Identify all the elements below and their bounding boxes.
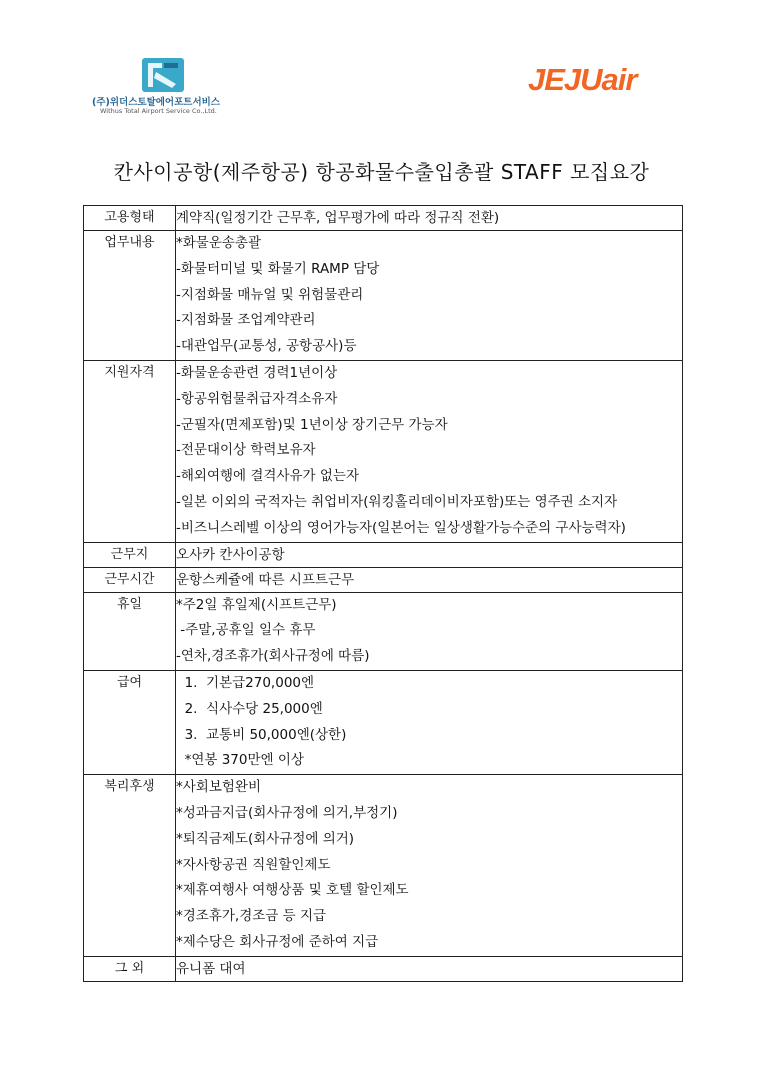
row-content [176, 231, 683, 361]
content-line: *경조휴가,경조금 등 지급 [176, 908, 327, 925]
content-line: *연봉 370만엔 이상 [176, 752, 304, 769]
table-row [84, 592, 683, 670]
content-line: -화물터미널 및 화물기 RAMP 담당 [176, 260, 380, 277]
content-line: *성과금지급(회사규정에 의거,부정기) [176, 804, 398, 821]
row-label: 복리후생 [84, 775, 176, 957]
table-row [84, 231, 683, 361]
content-line: *주2일 휴일제(시프트근무) [176, 596, 337, 613]
table-row [84, 670, 683, 774]
content-line: *화물운송총괄 [176, 235, 261, 251]
content-line: -화물운송관련 경력1년이상 [176, 364, 338, 381]
row-label: 급여 [84, 670, 176, 774]
row-label: 휴일 [84, 592, 176, 670]
content-line: 운항스케쥴에 따른 시프트근무 [176, 571, 355, 588]
content-line: -일본 이외의 국적자는 취업비자(워킹홀리데이비자포함)또는 영주권 소지자 [176, 493, 618, 510]
content-line: 3. 교통비 50,000엔(상한) [176, 726, 347, 743]
row-content [176, 956, 683, 981]
content-line: 2. 식사수당 25,000엔 [176, 700, 323, 717]
jejuair-logo-text: JEJUair [528, 62, 637, 97]
content-line: -지점화물 매뉴얼 및 위험물관리 [176, 286, 364, 303]
company-logo [92, 56, 242, 120]
table-row [84, 360, 683, 542]
content-line: 유니폼 대여 [176, 960, 246, 977]
content-line: -비즈니스레벨 이상의 영어가능자(일본어는 일상생활가능수준의 구사능력자) [176, 519, 626, 536]
row-content [176, 206, 683, 231]
row-label: 고용형태 [84, 206, 176, 231]
row-content [176, 670, 683, 774]
company-name-korean: (주)위더스토탈에어포트서비스 [92, 97, 220, 108]
content-line: *사회보험완비 [176, 779, 261, 796]
recruitment-table [83, 205, 683, 982]
content-line: -주말,공휴일 일수 휴무 [176, 622, 316, 639]
row-content [176, 542, 683, 567]
row-content [176, 567, 683, 592]
content-line: *제수당은 회사규정에 준하여 지급 [176, 933, 379, 950]
page-title: 칸사이공항(제주항공) 항공화물수출입총괄 STAFF 모집요강 [113, 160, 650, 184]
table-row [84, 956, 683, 981]
jejuair-logo [528, 62, 636, 98]
content-line: -연차,경조휴가(회사규정에 따름) [176, 648, 370, 665]
company-name-english: Withus Total Airport Service Co.,Ltd. [100, 107, 217, 115]
company-logo-mark-icon [142, 58, 184, 92]
row-label: 근무시간 [84, 567, 176, 592]
content-line: 오사카 칸사이공항 [176, 546, 285, 563]
row-label: 그 외 [84, 956, 176, 981]
table-row [84, 542, 683, 567]
table-row [84, 775, 683, 957]
content-line: *자사항공권 직원할인제도 [176, 856, 331, 873]
content-line: *퇴직금제도(회사규정에 의거) [176, 830, 355, 847]
content-line: -군필자(면제포함)및 1년이상 장기근무 가능자 [176, 416, 448, 433]
content-line: -지점화물 조업계약관리 [176, 312, 316, 329]
row-label: 업무내용 [84, 231, 176, 361]
table-row [84, 567, 683, 592]
row-content [176, 592, 683, 670]
content-line: 1. 기본급270,000엔 [176, 674, 315, 691]
content-line: -대관업무(교통성, 공항공사)등 [176, 338, 357, 355]
row-label: 지원자격 [84, 360, 176, 542]
table-row [84, 206, 683, 231]
row-content [176, 360, 683, 542]
content-line: 계약직(일정기간 근무후, 업무평가에 따라 정규직 전환) [176, 210, 500, 226]
row-label: 근무지 [84, 542, 176, 567]
content-line: -해외여행에 결격사유가 없는자 [176, 468, 359, 485]
content-line: -항공위험물취급자격소유자 [176, 390, 338, 407]
row-content [176, 775, 683, 957]
content-line: -전문대이상 학력보유자 [176, 442, 316, 459]
content-line: *제휴여행사 여행상품 및 호텔 할인제도 [176, 882, 409, 899]
